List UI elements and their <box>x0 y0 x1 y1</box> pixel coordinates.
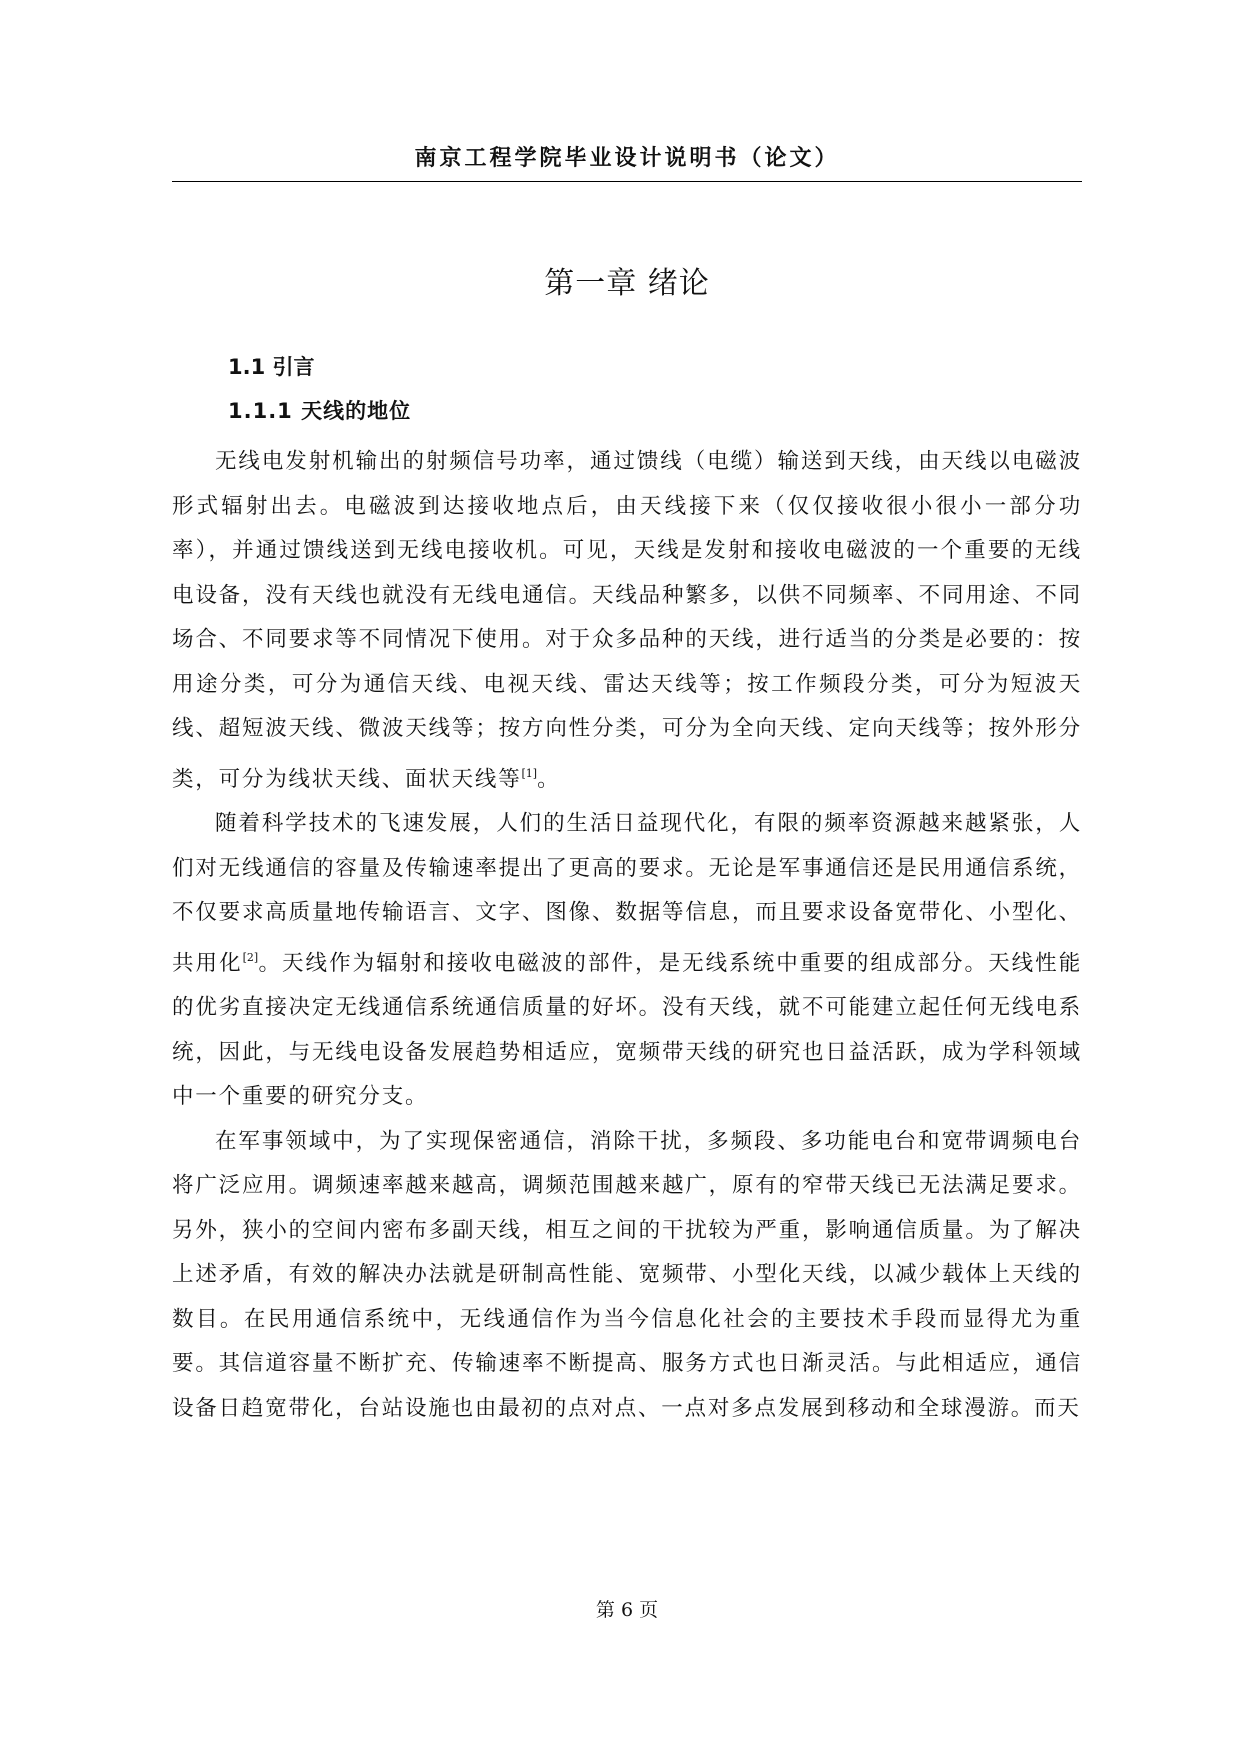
paragraph-3-text: 在军事领域中，为了实现保密通信，消除干扰，多频段、多功能电台和宽带调频电台将广泛应用。调频速率越来越高，调频范围越来越广，原有的窄带天线已无法满足要求。另外，狭小的空间内密布多副天线，相互之间的干扰较为严重，影响通信质量。为了解决上述矛盾，有效的解决办法就是研制高性能、宽频带、小型化天线，以减少载体上天线的数目。在民用通信系统中，无线通信作为当今信息化社会的主要技术手段而显得尤为重要。其信道容量不断扩充、传输速率不断提高、服务方式也日渐灵活。与此相适应，通信设备日趋宽带化，台站设施也由最初的点对点、一点对多点发展到移动和全球漫游。而天 <box>172 1128 1082 1421</box>
body-text <box>172 440 1082 1431</box>
paragraph-2 <box>172 802 1082 1120</box>
citation-2: [2] <box>242 950 259 964</box>
paragraph-2-text-end: 。天线作为辐射和接收电磁波的部件，是无线系统中重要的组成部分。天线性能的优劣直接决定无线通信系统通信质量的好坏。没有天线，就不可能建立起任何无线电系统，因此，与无线电设备发展趋势相适应，宽频带天线的研究也日益活跃，成为学科领域中一个重要的研究分支。 <box>172 950 1082 1109</box>
header-divider <box>172 181 1082 182</box>
subsection-heading: 1.1.1 天线的地位 <box>228 399 412 423</box>
chapter-title: 第一章 绪论 <box>544 266 710 301</box>
paragraph-1-text-end: 。 <box>537 766 561 792</box>
paragraph-1 <box>172 440 1082 802</box>
page-number: 第 6 页 <box>595 1599 659 1621</box>
paragraph-2-text: 随着科学技术的飞速发展，人们的生活日益现代化，有限的频率资源越来越紧张，人们对无线通信的容量及传输速率提出了更高的要求。无论是军事通信还是民用通信系统，不仅要求高质量地传输语言、文字、图像、数据等信息，而且要求设备宽带化、小型化、共用化 <box>172 811 1082 976</box>
citation-1: [1] <box>521 766 538 780</box>
section-heading: 1.1 引言 <box>228 355 315 379</box>
page-header-title: 南京工程学院毕业设计说明书（论文） <box>414 146 840 171</box>
paragraph-3 <box>172 1120 1082 1432</box>
paragraph-1-text: 无线电发射机输出的射频信号功率，通过馈线（电缆）输送到天线，由天线以电磁波形式辐射出去。电磁波到达接收地点后，由天线接下来（仅仅接收很小很小一部分功率），并通过馈线送到无线电接收机。可见，天线是发射和接收电磁波的一个重要的无线电设备，没有天线也就没有无线电通信。天线品种繁多，以供不同频率、不同用途、不同场合、不同要求等不同情况下使用。对于众多品种的天线，进行适当的分类是必要的：按用途分类，可分为通信天线、电视天线、雷达天线等；按工作频段分类，可分为短波天线、超短波天线、微波天线等；按方向性分类，可分为全向天线、定向天线等；按外形分类，可分为线状天线、面状天线等 <box>172 449 1082 792</box>
